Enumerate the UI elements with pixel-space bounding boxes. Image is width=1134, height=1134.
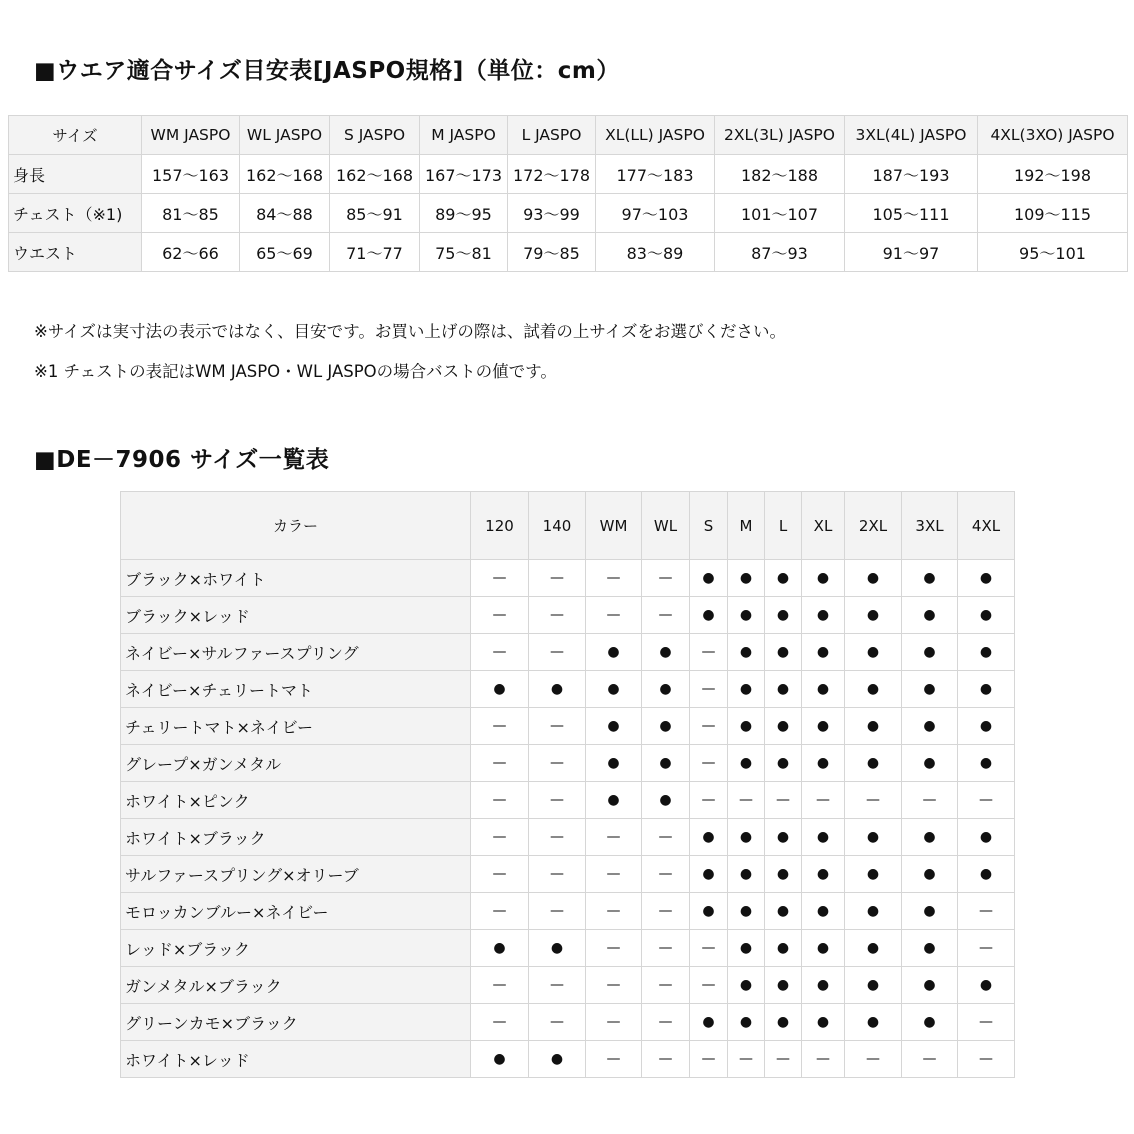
availability-mark: ● xyxy=(586,671,642,708)
table-row xyxy=(121,893,1015,930)
availability-mark: ● xyxy=(765,597,802,634)
color-name-cell: レッド×ブラック xyxy=(121,930,471,967)
measurement-cell: 65～69 xyxy=(240,233,330,272)
measurement-cell: 84～88 xyxy=(240,194,330,233)
availability-mark: ● xyxy=(765,856,802,893)
table-row xyxy=(9,194,1128,233)
column-header: M JASPO xyxy=(420,116,508,155)
table-row xyxy=(121,708,1015,745)
availability-mark: ● xyxy=(802,856,845,893)
availability-mark: — xyxy=(902,1041,958,1078)
availability-mark: — xyxy=(958,893,1015,930)
availability-mark: ● xyxy=(765,745,802,782)
availability-mark: ● xyxy=(802,930,845,967)
table-row xyxy=(121,819,1015,856)
color-name-cell: チェリートマト×ネイビー xyxy=(121,708,471,745)
availability-mark: ● xyxy=(690,1004,728,1041)
availability-mark: — xyxy=(802,782,845,819)
color-name-cell: ホワイト×ピンク xyxy=(121,782,471,819)
availability-mark: ● xyxy=(765,930,802,967)
availability-mark: ● xyxy=(471,930,529,967)
availability-mark: ● xyxy=(958,560,1015,597)
availability-mark: ● xyxy=(958,671,1015,708)
availability-mark: ● xyxy=(728,708,765,745)
availability-mark: — xyxy=(586,1004,642,1041)
availability-mark: — xyxy=(529,893,586,930)
table-header-row xyxy=(9,116,1128,155)
availability-mark: — xyxy=(529,634,586,671)
availability-mark: — xyxy=(471,856,529,893)
availability-mark: ● xyxy=(690,819,728,856)
availability-mark: ● xyxy=(765,634,802,671)
availability-mark: ● xyxy=(728,560,765,597)
availability-mark: ● xyxy=(690,560,728,597)
availability-mark: — xyxy=(529,1004,586,1041)
availability-mark: ● xyxy=(802,1004,845,1041)
availability-mark: — xyxy=(586,856,642,893)
column-header: S JASPO xyxy=(330,116,420,155)
availability-mark: ● xyxy=(529,1041,586,1078)
measurement-cell: 172～178 xyxy=(508,155,596,194)
measurement-cell: 75～81 xyxy=(420,233,508,272)
color-name-cell: ブラック×ホワイト xyxy=(121,560,471,597)
table-row xyxy=(121,597,1015,634)
table-row xyxy=(121,1004,1015,1041)
color-name-cell: ブラック×レッド xyxy=(121,597,471,634)
size-header-cell: サイズ xyxy=(9,116,142,155)
measurement-cell: 167～173 xyxy=(420,155,508,194)
availability-mark: ● xyxy=(728,634,765,671)
availability-mark: — xyxy=(471,560,529,597)
availability-mark: ● xyxy=(802,893,845,930)
availability-mark: — xyxy=(586,560,642,597)
availability-mark: ● xyxy=(728,893,765,930)
size-header-cell: 120 xyxy=(471,492,529,560)
measurement-cell: 71～77 xyxy=(330,233,420,272)
table-row xyxy=(121,930,1015,967)
color-name-cell: ネイビー×サルファースプリング xyxy=(121,634,471,671)
availability-mark: ● xyxy=(902,967,958,1004)
color-name-cell: グレープ×ガンメタル xyxy=(121,745,471,782)
availability-mark: ● xyxy=(802,671,845,708)
availability-mark: — xyxy=(529,708,586,745)
size-header-cell: 2XL xyxy=(845,492,902,560)
availability-mark: ● xyxy=(845,930,902,967)
availability-mark: ● xyxy=(902,819,958,856)
jaspo-size-table xyxy=(8,115,1128,272)
table-row xyxy=(121,856,1015,893)
measurement-cell: 157～163 xyxy=(142,155,240,194)
measurement-cell: 177～183 xyxy=(596,155,715,194)
row-label: チェスト（※1) xyxy=(9,194,142,233)
availability-mark: ● xyxy=(958,745,1015,782)
availability-mark: — xyxy=(642,1041,690,1078)
availability-mark: — xyxy=(958,1004,1015,1041)
measurement-cell: 97～103 xyxy=(596,194,715,233)
availability-mark: ● xyxy=(802,560,845,597)
size-guide-title: ■ウエア適合サイズ目安表[JASPO規格]（単位：cm） xyxy=(34,58,620,84)
measurement-cell: 81～85 xyxy=(142,194,240,233)
availability-mark: — xyxy=(642,930,690,967)
availability-mark: ● xyxy=(765,560,802,597)
availability-mark: — xyxy=(642,560,690,597)
availability-mark: ● xyxy=(958,856,1015,893)
size-list-title: ■DE－7906 サイズ一覧表 xyxy=(34,447,330,473)
color-name-cell: モロッカンブルー×ネイビー xyxy=(121,893,471,930)
availability-mark: ● xyxy=(586,708,642,745)
size-disclaimer-note: ※サイズは実寸法の表示ではなく、目安です。お買い上げの際は、試着の上サイズをお選びください。 xyxy=(34,322,787,341)
size-header-cell: L xyxy=(765,492,802,560)
table-row xyxy=(121,560,1015,597)
measurement-cell: 162～168 xyxy=(240,155,330,194)
column-header: 3XL(4L) JASPO xyxy=(845,116,978,155)
availability-mark: — xyxy=(586,893,642,930)
size-header-cell: WL xyxy=(642,492,690,560)
availability-mark: ● xyxy=(902,560,958,597)
measurement-cell: 79～85 xyxy=(508,233,596,272)
column-header: 4XL(3XO) JASPO xyxy=(978,116,1128,155)
column-header: L JASPO xyxy=(508,116,596,155)
availability-mark: — xyxy=(690,967,728,1004)
size-header-cell: XL xyxy=(802,492,845,560)
availability-mark: ● xyxy=(728,819,765,856)
size-header-cell: WM xyxy=(586,492,642,560)
availability-mark: — xyxy=(529,967,586,1004)
availability-mark: ● xyxy=(642,782,690,819)
availability-mark: ● xyxy=(642,708,690,745)
measurement-cell: 87～93 xyxy=(715,233,845,272)
column-header: WM JASPO xyxy=(142,116,240,155)
availability-mark: ● xyxy=(902,1004,958,1041)
availability-mark: ● xyxy=(765,893,802,930)
size-header-cell: 3XL xyxy=(902,492,958,560)
table-row xyxy=(121,967,1015,1004)
availability-mark: ● xyxy=(728,1004,765,1041)
row-label: ウエスト xyxy=(9,233,142,272)
availability-mark: ● xyxy=(958,819,1015,856)
availability-mark: ● xyxy=(902,708,958,745)
availability-mark: ● xyxy=(728,967,765,1004)
table-row xyxy=(121,634,1015,671)
measurement-cell: 85～91 xyxy=(330,194,420,233)
availability-mark: ● xyxy=(845,967,902,1004)
size-header-cell: 140 xyxy=(529,492,586,560)
availability-mark: ● xyxy=(765,1004,802,1041)
availability-mark: — xyxy=(690,708,728,745)
availability-mark: ● xyxy=(902,856,958,893)
availability-mark: — xyxy=(728,782,765,819)
availability-mark: — xyxy=(642,1004,690,1041)
measurement-cell: 105～111 xyxy=(845,194,978,233)
availability-mark: ● xyxy=(765,967,802,1004)
color-name-cell: ガンメタル×ブラック xyxy=(121,967,471,1004)
availability-mark: ● xyxy=(902,930,958,967)
availability-mark: ● xyxy=(471,1041,529,1078)
availability-mark: ● xyxy=(902,634,958,671)
size-header-cell: M xyxy=(728,492,765,560)
availability-mark: — xyxy=(586,819,642,856)
availability-mark: ● xyxy=(690,893,728,930)
availability-mark: — xyxy=(529,782,586,819)
measurement-cell: 91～97 xyxy=(845,233,978,272)
availability-mark: — xyxy=(958,782,1015,819)
measurement-cell: 192～198 xyxy=(978,155,1128,194)
availability-mark: — xyxy=(958,1041,1015,1078)
availability-mark: ● xyxy=(958,597,1015,634)
table-header-row xyxy=(121,492,1015,560)
availability-mark: ● xyxy=(845,708,902,745)
measurement-cell: 109～115 xyxy=(978,194,1128,233)
availability-mark: ● xyxy=(902,671,958,708)
availability-mark: ● xyxy=(529,930,586,967)
availability-mark: ● xyxy=(845,893,902,930)
availability-mark: — xyxy=(471,634,529,671)
measurement-cell: 182～188 xyxy=(715,155,845,194)
availability-mark: — xyxy=(642,819,690,856)
column-header: XL(LL) JASPO xyxy=(596,116,715,155)
availability-mark: ● xyxy=(845,671,902,708)
availability-mark: — xyxy=(690,745,728,782)
availability-mark: — xyxy=(471,893,529,930)
table-row xyxy=(121,1041,1015,1078)
availability-mark: — xyxy=(471,1004,529,1041)
availability-mark: ● xyxy=(586,634,642,671)
table-row xyxy=(9,233,1128,272)
availability-mark: ● xyxy=(728,597,765,634)
availability-mark: — xyxy=(690,671,728,708)
measurement-cell: 62～66 xyxy=(142,233,240,272)
column-header: 2XL(3L) JASPO xyxy=(715,116,845,155)
availability-mark: — xyxy=(471,819,529,856)
availability-mark: ● xyxy=(902,597,958,634)
availability-mark: ● xyxy=(902,745,958,782)
availability-mark: — xyxy=(690,782,728,819)
measurement-cell: 162～168 xyxy=(330,155,420,194)
availability-mark: ● xyxy=(765,708,802,745)
color-name-cell: グリーンカモ×ブラック xyxy=(121,1004,471,1041)
color-size-availability-table xyxy=(120,491,1015,1078)
availability-mark: ● xyxy=(845,1004,902,1041)
availability-mark: — xyxy=(690,930,728,967)
availability-mark: ● xyxy=(845,634,902,671)
color-name-cell: ネイビー×チェリートマト xyxy=(121,671,471,708)
availability-mark: ● xyxy=(958,967,1015,1004)
row-label: 身長 xyxy=(9,155,142,194)
color-name-cell: ホワイト×レッド xyxy=(121,1041,471,1078)
size-header-cell: S xyxy=(690,492,728,560)
availability-mark: — xyxy=(586,930,642,967)
availability-mark: ● xyxy=(690,856,728,893)
availability-mark: ● xyxy=(728,856,765,893)
measurement-cell: 187～193 xyxy=(845,155,978,194)
availability-mark: ● xyxy=(802,708,845,745)
availability-mark: — xyxy=(529,745,586,782)
availability-mark: — xyxy=(529,597,586,634)
availability-mark: ● xyxy=(642,745,690,782)
availability-mark: — xyxy=(765,782,802,819)
availability-mark: — xyxy=(958,930,1015,967)
availability-mark: — xyxy=(690,634,728,671)
availability-mark: ● xyxy=(845,560,902,597)
availability-mark: — xyxy=(586,597,642,634)
measurement-cell: 83～89 xyxy=(596,233,715,272)
availability-mark: — xyxy=(471,597,529,634)
availability-mark: — xyxy=(845,782,902,819)
availability-mark: ● xyxy=(529,671,586,708)
availability-mark: — xyxy=(529,856,586,893)
availability-mark: ● xyxy=(690,597,728,634)
availability-mark: ● xyxy=(802,634,845,671)
availability-mark: ● xyxy=(845,819,902,856)
chest-footnote: ※1 チェストの表記はWM JASPO・WL JASPOの場合バストの値です。 xyxy=(34,362,557,381)
availability-mark: — xyxy=(529,819,586,856)
availability-mark: ● xyxy=(765,819,802,856)
availability-mark: — xyxy=(642,967,690,1004)
availability-mark: ● xyxy=(958,708,1015,745)
availability-mark: — xyxy=(765,1041,802,1078)
availability-mark: ● xyxy=(802,819,845,856)
color-name-cell: サルファースプリング×オリーブ xyxy=(121,856,471,893)
availability-mark: — xyxy=(728,1041,765,1078)
availability-mark: — xyxy=(529,560,586,597)
availability-mark: ● xyxy=(728,930,765,967)
availability-mark: — xyxy=(902,782,958,819)
availability-mark: ● xyxy=(845,597,902,634)
table-row xyxy=(121,782,1015,819)
availability-mark: — xyxy=(642,597,690,634)
availability-mark: — xyxy=(586,967,642,1004)
availability-mark: ● xyxy=(586,745,642,782)
column-header: WL JASPO xyxy=(240,116,330,155)
size-header-cell: 4XL xyxy=(958,492,1015,560)
availability-mark: ● xyxy=(845,745,902,782)
availability-mark: — xyxy=(802,1041,845,1078)
availability-mark: ● xyxy=(802,597,845,634)
measurement-cell: 93～99 xyxy=(508,194,596,233)
availability-mark: — xyxy=(586,1041,642,1078)
table-row xyxy=(121,671,1015,708)
color-name-cell: ホワイト×ブラック xyxy=(121,819,471,856)
availability-mark: ● xyxy=(586,782,642,819)
color-header-cell: カラー xyxy=(121,492,471,560)
availability-mark: ● xyxy=(902,893,958,930)
availability-mark: ● xyxy=(728,671,765,708)
availability-mark: — xyxy=(845,1041,902,1078)
availability-mark: ● xyxy=(958,634,1015,671)
availability-mark: ● xyxy=(802,745,845,782)
availability-mark: — xyxy=(642,856,690,893)
availability-mark: — xyxy=(690,1041,728,1078)
availability-mark: ● xyxy=(765,671,802,708)
availability-mark: ● xyxy=(471,671,529,708)
availability-mark: — xyxy=(471,708,529,745)
availability-mark: ● xyxy=(642,671,690,708)
measurement-cell: 89～95 xyxy=(420,194,508,233)
table-row xyxy=(9,155,1128,194)
table-row xyxy=(121,745,1015,782)
availability-mark: ● xyxy=(642,634,690,671)
availability-mark: — xyxy=(642,893,690,930)
availability-mark: — xyxy=(471,967,529,1004)
availability-mark: ● xyxy=(802,967,845,1004)
availability-mark: — xyxy=(471,745,529,782)
availability-mark: ● xyxy=(845,856,902,893)
measurement-cell: 95～101 xyxy=(978,233,1128,272)
availability-mark: — xyxy=(471,782,529,819)
availability-mark: ● xyxy=(728,745,765,782)
measurement-cell: 101～107 xyxy=(715,194,845,233)
